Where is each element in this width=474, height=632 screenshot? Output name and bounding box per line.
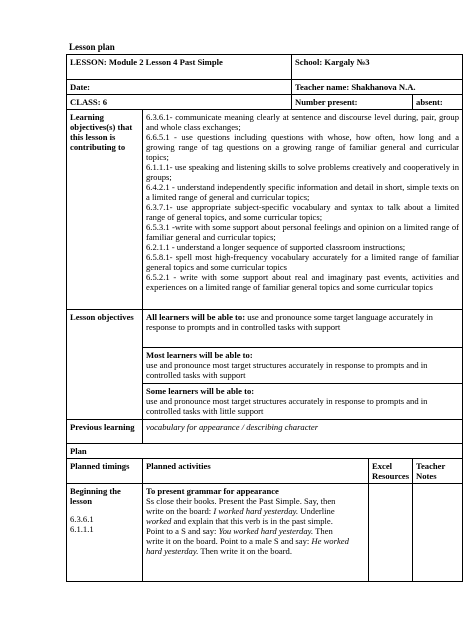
- activity-heading: To present grammar for appearance: [146, 486, 279, 496]
- absent-label: absent:: [416, 97, 443, 107]
- resources-cell: [369, 484, 413, 582]
- activity-text-part: and explain that this verb is in the past simple. Point to a S and say:: [146, 516, 333, 536]
- all-learners-text: use and pronounce some target language accurately in response to prompts and in controlled tasks with support: [146, 312, 433, 332]
- date-cell: [67, 80, 292, 95]
- school-cell: [292, 55, 463, 80]
- some-learners-cell: [143, 384, 463, 420]
- activity-cell: [143, 484, 369, 582]
- date-label: Date:: [70, 82, 91, 92]
- number-present-label: Number present:: [295, 97, 358, 107]
- lesson-objectives-label: Lesson objectives: [70, 312, 134, 322]
- objective-item: 6.3.6.1- communicate meaning clearly at sentence and discourse level during, pair, group and whole class exchanges;: [146, 112, 460, 132]
- teacher-notes-header: [413, 459, 463, 484]
- planned-timings-header: [67, 459, 143, 484]
- activity-text: [146, 496, 350, 556]
- beginning-code: 6.3.6.1: [70, 514, 94, 524]
- number-present-cell: [292, 95, 413, 110]
- objective-item: 6.5.2.1 - write with some support about real and imaginary past events, activities and experiences on a limited range of familiar general topics and some curricular topics: [146, 272, 460, 292]
- planned-activities-header: [143, 459, 369, 484]
- planned-timings-label: Planned timings: [70, 461, 130, 471]
- class-cell: [67, 95, 292, 110]
- activity-text-part: Ss close their books. Present the Past Simple. Say, then write on the board:: [146, 496, 336, 516]
- lesson-label: LESSON: Module 2 Lesson 4 Past Simple: [70, 57, 223, 67]
- objective-item: 6.6.5.1 - use questions including questions with whose, how often, how long and a growing range of tag questions on a growing range of familiar general and curricular topics;: [146, 132, 460, 162]
- activity-example: I worked hard yesterday.: [213, 506, 299, 516]
- plan-cell: [67, 444, 463, 459]
- teacher-cell: [292, 80, 463, 95]
- activity-text-part: Underline: [298, 506, 335, 516]
- activity-example: You worked hard yesterday.: [218, 526, 314, 536]
- plan-label: Plan: [70, 446, 87, 456]
- lesson-cell: [67, 55, 292, 80]
- beginning-cell: [67, 484, 143, 582]
- excel-resources-label: Excel Resources: [372, 461, 410, 481]
- some-learners-label: Some learners will be able to:: [146, 386, 255, 396]
- previous-learning-label: Previous learning: [70, 422, 135, 432]
- all-learners-cell: [143, 310, 463, 348]
- activity-example: worked: [146, 516, 172, 526]
- lesson-objectives-label-cell: [67, 310, 143, 420]
- learning-objectives-label: Learning objectives(s) that this lesson is contributing to: [70, 112, 133, 152]
- previous-learning-label-cell: [67, 420, 143, 444]
- class-label: CLASS: 6: [70, 97, 108, 107]
- most-learners-label: Most learners will be able to:: [146, 350, 253, 360]
- excel-resources-header: [369, 459, 413, 484]
- notes-cell: [413, 484, 463, 582]
- most-learners-text: use and pronounce most target structures accurately in response to prompts and in controlled tasks with support: [146, 360, 428, 380]
- planned-activities-label: Planned activities: [146, 461, 211, 471]
- teacher-label: Teacher name: Shakhanova N.A.: [295, 82, 416, 92]
- most-learners-cell: [143, 348, 463, 384]
- beginning-code: 6.1.1.1: [70, 524, 94, 534]
- all-learners-label: All learners will be able to:: [146, 312, 246, 322]
- previous-learning-cell: [143, 420, 463, 444]
- beginning-label: Beginning the lesson: [70, 486, 121, 506]
- page-title: Lesson plan: [69, 42, 115, 52]
- objective-item: 6.5.8.1- spell most high-frequency vocabulary accurately for a limited range of familiar general topics and some curricular topics: [146, 252, 460, 272]
- teacher-notes-label: Teacher Notes: [416, 461, 446, 481]
- activity-example: He worked hard yesterday.: [146, 536, 349, 556]
- school-label: School: Kargaly №3: [295, 57, 370, 67]
- objective-item: 6.4.2.1 - understand independently specific information and detail in short, simple texts on a limited range of general and curricular topics;: [146, 182, 460, 202]
- previous-learning-text: vocabulary for appearance / describing character: [146, 422, 319, 432]
- learning-objectives-label-cell: [67, 110, 143, 310]
- activity-text-part: Then write it on the board.: [198, 546, 292, 556]
- objective-item: 6.1.1.1- use speaking and listening skills to solve problems creatively and cooperatively in groups;: [146, 162, 460, 182]
- lesson-plan-table: [66, 54, 463, 582]
- some-learners-text: use and pronounce most target structures accurately in response to prompts and in controlled tasks with little support: [146, 396, 428, 416]
- absent-cell: [413, 95, 463, 110]
- objective-item: 6.5.3.1 -write with some support about personal feelings and opinion on a limited range of familiar general and curricular topics;: [146, 222, 460, 242]
- objective-item: 6.3.7.1- use appropriate subject-specific vocabulary and syntax to talk about a limited range of general topics, and some curricular topics;: [146, 202, 460, 222]
- learning-objectives-cell: [143, 110, 463, 310]
- objective-item: 6.2.1.1 - understand a longer sequence of supported classroom instructions;: [146, 242, 406, 252]
- activity-text-part: Then write it on the board. Point to a male S and say:: [146, 526, 333, 546]
